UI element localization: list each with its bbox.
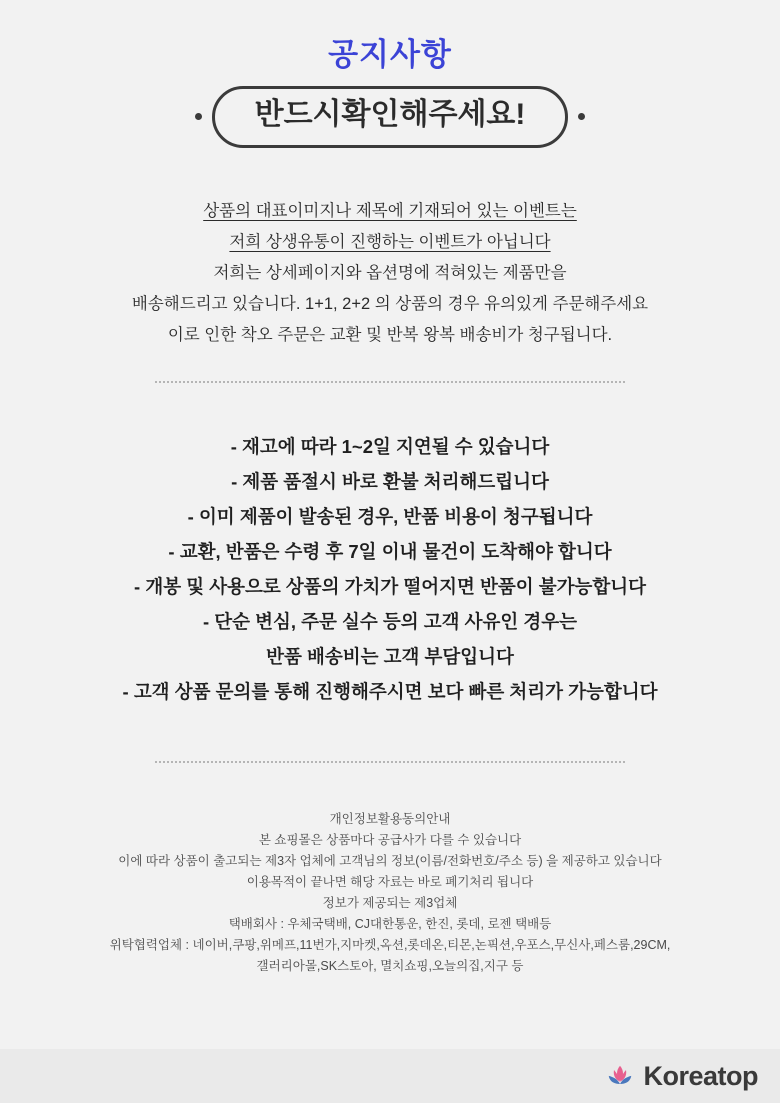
privacy-info-line: 이에 따라 상품이 출고되는 제3자 업체에 고객님의 정보(이름/전화번호/주소 등) 을 제공하고 있습니다 — [118, 853, 662, 868]
intro-block — [0, 196, 780, 351]
policy-line: - 제품 품절시 바로 환불 처리해드립니다 — [231, 470, 549, 492]
intro-line: 상품의 대표이미지나 제목에 기재되어 있는 이벤트는 — [203, 201, 577, 220]
right-dot-icon — [578, 113, 585, 120]
intro-line: 배송해드리고 있습니다. 1+1, 2+2 의 상품의 경우 유의있게 주문해주세요 — [131, 294, 649, 313]
privacy-info-line: 갤러리아몰,SK스토아, 멸치쇼핑,오늘의집,지구 등 — [256, 958, 524, 973]
policy-line: - 이미 제품이 발송된 경우, 반품 비용이 청구됩니다 — [187, 505, 593, 527]
privacy-info-line: 본 쇼핑몰은 상품마다 공급사가 다를 수 있습니다 — [258, 832, 522, 847]
notice-header — [0, 0, 780, 148]
intro-line: 저희는 상세페이지와 옵션명에 적혀있는 제품만을 — [213, 263, 567, 282]
confirm-badge: 반드시확인해주세요! — [212, 86, 569, 148]
policy-line: 반품 배송비는 고객 부담입니다 — [266, 645, 514, 667]
privacy-info-block — [0, 809, 780, 977]
divider-bottom — [155, 761, 625, 763]
intro-line: 이로 인한 착오 주문은 교환 및 반복 왕복 배송비가 청구됩니다. — [167, 325, 613, 344]
page-title: 공지사항 — [328, 37, 452, 72]
policy-line: - 단순 변심, 주문 실수 등의 고객 사유인 경우는 — [202, 610, 578, 632]
privacy-info-line: 개인정보활용동의안내 — [329, 811, 451, 826]
privacy-info-line: 이용목적이 끝나면 해당 자료는 바로 폐기처리 됩니다 — [246, 874, 534, 889]
brand-name: Koreatop — [643, 1060, 758, 1091]
brand-bar — [0, 1049, 780, 1103]
privacy-info-line: 정보가 제공되는 제3업체 — [322, 895, 458, 910]
intro-line: 저희 상생유통이 진행하는 이벤트가 아닙니다 — [229, 232, 551, 251]
privacy-info-line: 위탁협력업체 : 네이버,쿠팡,위메프,11번가,지마켓,옥션,롯데온,티몬,논픽션,우포스,무신사,페스룸,29CM, — [109, 937, 671, 952]
brand-logo — [605, 1061, 758, 1092]
policy-line: - 고객 상품 문의를 통해 진행해주시면 보다 빠른 처리가 가능합니다 — [122, 680, 658, 702]
lotus-icon — [605, 1061, 635, 1091]
policy-block — [0, 429, 780, 709]
policy-line: - 개봉 및 사용으로 상품의 가치가 떨어지면 반품이 불가능합니다 — [134, 575, 646, 597]
privacy-info-line: 택배회사 : 우체국택배, CJ대한통운, 한진, 롯데, 로젠 택배등 — [228, 916, 552, 931]
divider-top — [155, 381, 625, 383]
confirm-badge-row — [0, 86, 780, 148]
left-dot-icon — [195, 113, 202, 120]
policy-line: - 재고에 따라 1~2일 지연될 수 있습니다 — [230, 435, 550, 457]
policy-line: - 교환, 반품은 수령 후 7일 이내 물건이 도착해야 합니다 — [168, 540, 612, 562]
